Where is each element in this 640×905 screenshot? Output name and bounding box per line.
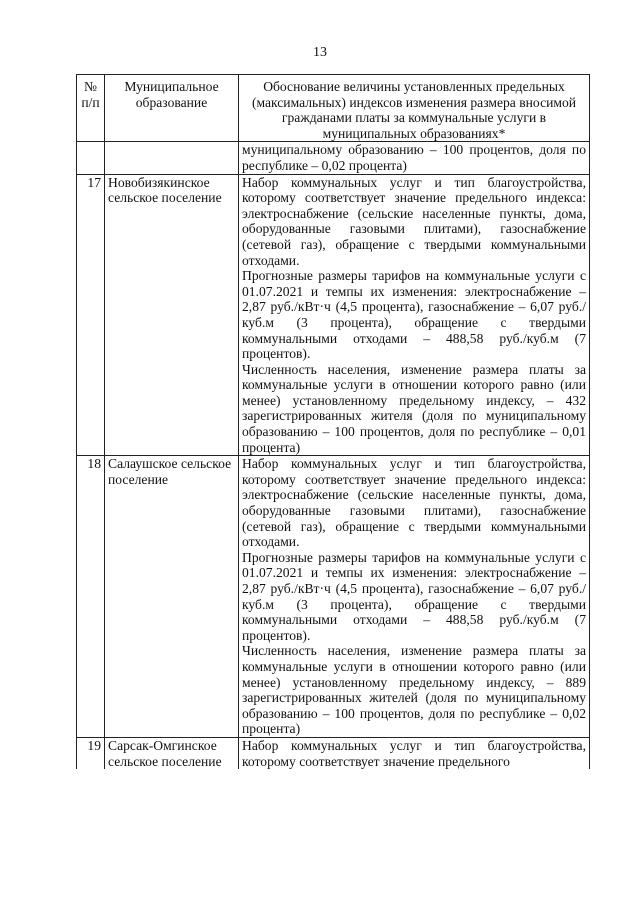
row-paragraph-tariffs: Прогнозные размеры тарифов на коммунальные услуги с 01.07.2021 и темпы их изменения: электроснабжение – 2,87 руб./кВт·ч (4,5 процента), газоснабжение – 6,07 руб./куб.м (3 процента), обращение с твердыми коммунальными отходами – 488,58 руб./куб.м (7 процентов). (242, 268, 586, 362)
row-number: 17 (77, 174, 105, 456)
row-paragraph-population: Численность населения, изменение размера платы за коммунальные услуги в отношении которого равно (или менее) установленному предельному индексу, – 889 зарегистрированных жителей (доля по муниципальному образованию – 100 процентов, доля по республике – 0,02 процента) (242, 643, 586, 737)
row-number: 19 (77, 737, 105, 769)
row-paragraph-tariffs: Прогнозные размеры тарифов на коммунальные услуги с 01.07.2021 и темпы их изменения: электроснабжение – 2,87 руб./кВт·ч (4,5 процента), газоснабжение – 6,07 руб./куб.м (3 процента), обращение с твердыми коммунальными отходами – 488,58 руб./куб.м (7 процентов). (242, 549, 586, 643)
continuation-text: муниципальному образованию – 100 процентов, доля по республике – 0,02 процента) (239, 142, 590, 174)
row-municipality: Салаушское сельское поселение (105, 456, 239, 738)
page-number: 13 (313, 45, 327, 60)
row-paragraph-services: Набор коммунальных услуг и тип благоустройства, которому соответствует значение предельного индекса: электроснабжение (сельские населенные пункты, дома, оборудованные газовыми плитами), газоснабжение (сетевой газ), обращение с твердыми коммунальными отходами. (242, 174, 586, 268)
indices-table (76, 74, 590, 769)
table-row-continuation (77, 142, 590, 174)
header-justification: Обоснование величины установленных предельных (максимальных) индексов изменения размера вносимой гражданами платы за коммунальные услуги в муниципальных образованиях* (239, 75, 590, 142)
row-municipality: Новобизякинское сельское поселение (105, 174, 239, 456)
table-row (77, 174, 590, 456)
row-paragraph-services: Набор коммунальных услуг и тип благоустройства, которому соответствует значение предельного индекса: электроснабжение (сельские населенные пункты, дома, оборудованные газовыми плитами), газоснабжение (сетевой газ), обращение с твердыми коммунальными отходами. (242, 456, 586, 550)
row-description (239, 456, 590, 738)
table-row (77, 737, 590, 769)
continuation-municipality (105, 142, 239, 174)
row-paragraph-services: Набор коммунальных услуг и тип благоустройства, которому соответствует значение предельного (242, 737, 586, 769)
continuation-num (77, 142, 105, 174)
table-row (77, 456, 590, 738)
row-number: 18 (77, 456, 105, 738)
header-num: № п/п (77, 75, 105, 142)
row-paragraph-population: Численность населения, изменение размера платы за коммунальные услуги в отношении которого равно (или менее) установленному предельному индексу, – 432 зарегистрированных жителя (доля по муниципальному образованию – 100 процентов, доля по республике – 0,01 процента) (242, 361, 586, 455)
header-municipality: Муниципальное образование (105, 75, 239, 142)
row-description (239, 737, 590, 769)
row-description (239, 174, 590, 456)
row-municipality: Сарсак-Омгинское сельское поселение (105, 737, 239, 769)
table-header-row (77, 75, 590, 142)
